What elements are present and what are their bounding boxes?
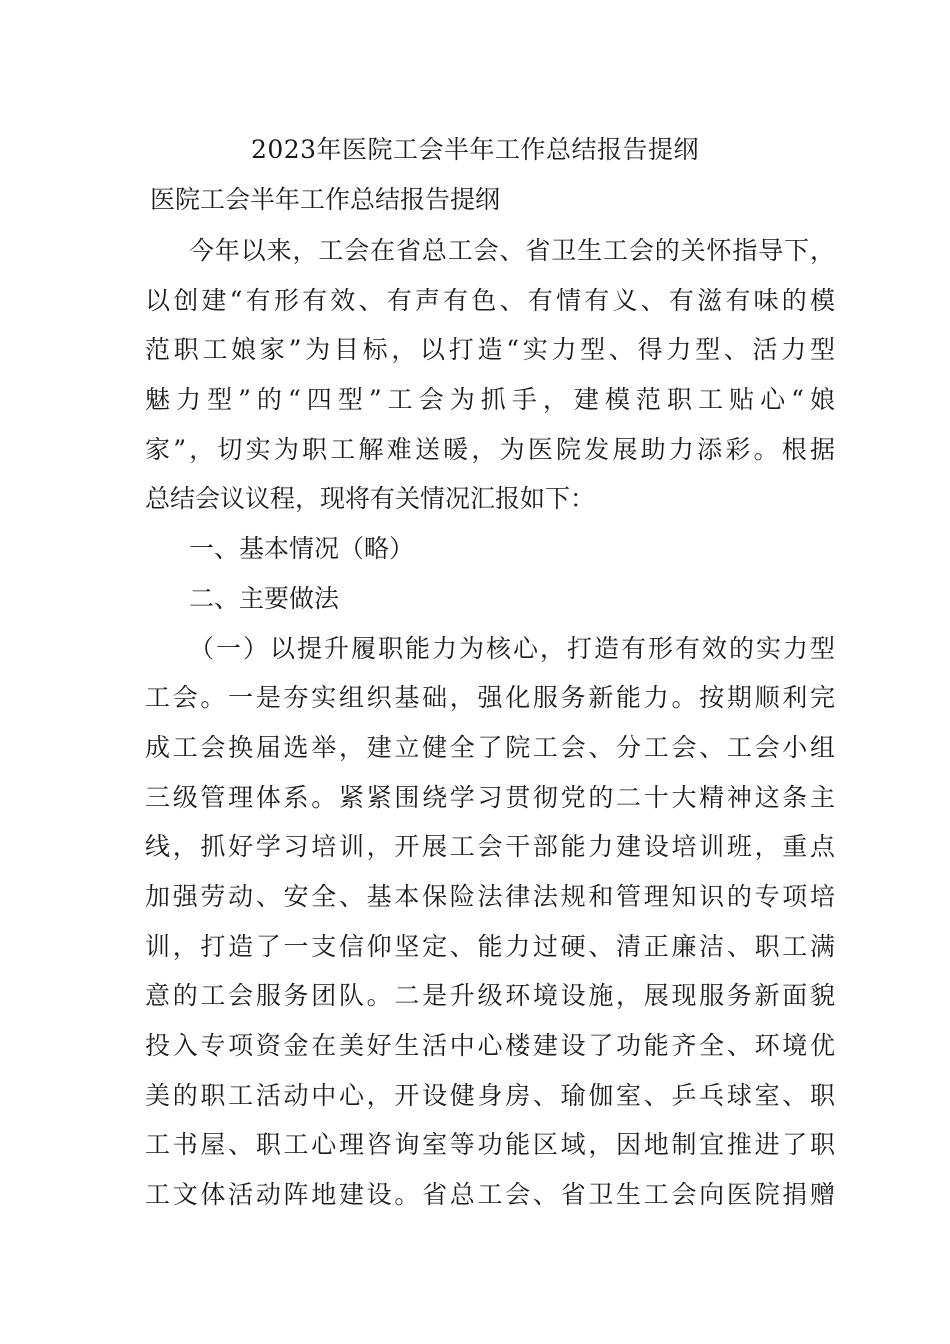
- paragraph-line: 成工会换届选举，建立健全了院工会、分工会、工会小组: [145, 732, 835, 762]
- paragraph-line: 工文体活动阵地建设。省总工会、省卫生工会向医院捐赠: [145, 1180, 835, 1210]
- paragraph-line: 以创建“有形有效、有声有色、有情有义、有滋有味的模: [145, 285, 835, 315]
- paragraph-line: 工书屋、职工心理咨询室等功能区域，因地制宜推进了职: [145, 1130, 835, 1160]
- document-body: [145, 226, 835, 1220]
- paragraph-line: （一）以提升履职能力为核心，打造有形有效的实力型: [189, 633, 835, 663]
- paragraph-line: 一、基本情况（略）: [189, 534, 415, 564]
- document-subtitle: 医院工会半年工作总结报告提纲: [150, 185, 501, 214]
- paragraph-line: 美的职工活动中心，开设健身房、瑜伽室、乒乓球室、职: [145, 1080, 835, 1110]
- paragraph-line: 范职工娘家”为目标，以打造“实力型、得力型、活力型: [145, 335, 835, 365]
- document-title: 2023年医院工会半年工作总结报告提纲: [250, 135, 700, 164]
- paragraph-line: 工会。一是夯实组织基础，强化服务新能力。按期顺利完: [145, 683, 835, 713]
- paragraph-line: 总结会议议程，现将有关情况汇报如下：: [145, 484, 596, 514]
- paragraph-line: 魅力型”的“四型”工会为抓手，建模范职工贴心“娘: [145, 385, 835, 415]
- paragraph-line: 训，打造了一支信仰坚定、能力过硬、清正廉洁、职工满: [145, 931, 835, 961]
- paragraph-line: 家”，切实为职工解难送暖，为医院发展助力添彩。根据: [145, 434, 835, 464]
- paragraph-line: 今年以来，工会在省总工会、省卫生工会的关怀指导下，: [189, 236, 835, 265]
- paragraph-line: 加强劳动、安全、基本保险法律法规和管理知识的专项培: [145, 881, 835, 911]
- paragraph-line: 三级管理体系。紧紧围绕学习贯彻党的二十大精神这条主: [145, 782, 835, 812]
- paragraph-line: 线，抓好学习培训，开展工会干部能力建设培训班，重点: [145, 832, 835, 862]
- paragraph-line: 二、主要做法: [189, 583, 340, 613]
- paragraph-line: 投入专项资金在美好生活中心楼建设了功能齐全、环境优: [145, 1031, 835, 1060]
- paragraph-line: 意的工会服务团队。二是升级环境设施，展现服务新面貌: [145, 981, 835, 1011]
